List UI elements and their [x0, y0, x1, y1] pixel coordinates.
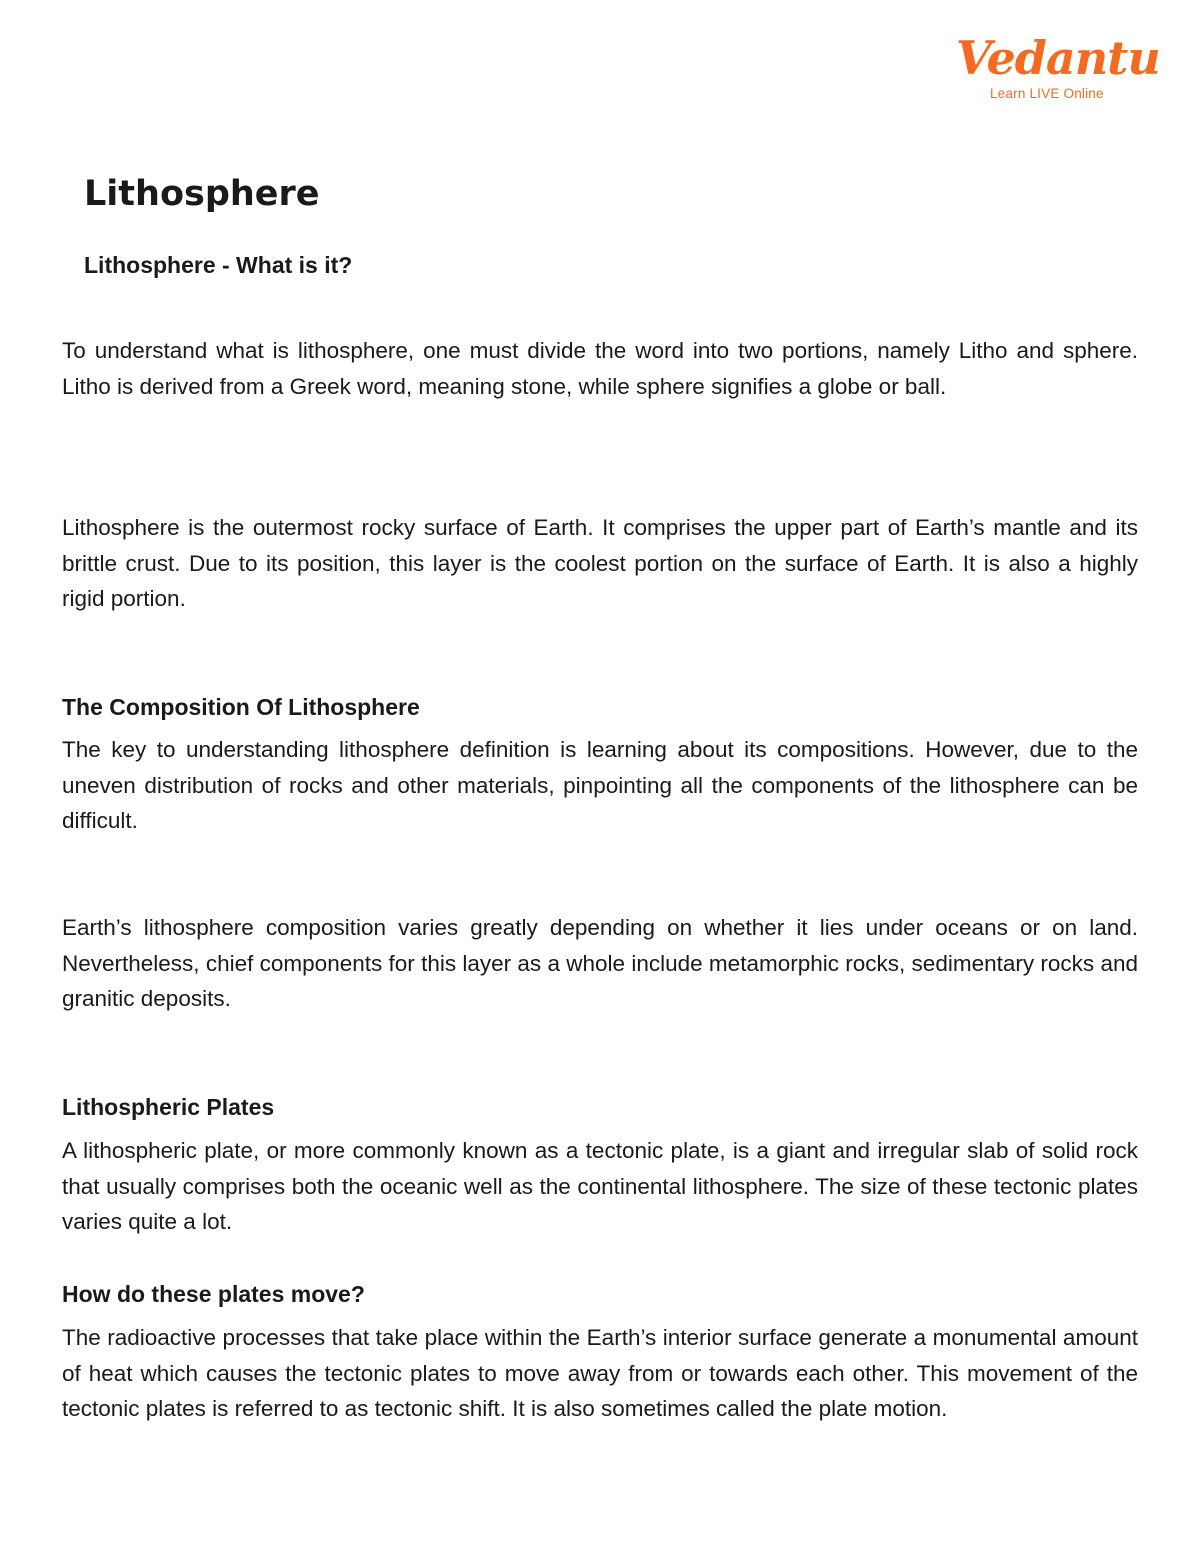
page-title: Lithosphere	[84, 174, 320, 214]
plate-movement-paragraph: The radioactive processes that take place within the Earth’s interior surface generate a monumental amount of heat which causes the tectonic plates to move away from or towards each other. This movement of the tectonic plates is referred to as tectonic shift. It is also sometimes called the plate motion.	[62, 1325, 1138, 1421]
logo-tagline: Learn LIVE Online	[990, 86, 1104, 101]
section-heading-plate-movement: How do these plates move?	[62, 1281, 365, 1307]
section-heading-plates: Lithospheric Plates	[62, 1094, 275, 1120]
composition-paragraph-2: Earth’s lithosphere composition varies greatly depending on whether it lies under oceans or on land. Nevertheless, chief components for this layer as a whole include metamorphic rocks, sedimentary rocks and granitic deposits.	[62, 915, 1138, 1011]
intro-paragraph-1: To understand what is lithosphere, one must divide the word into two portions, namely Litho and sphere. Litho is derived from a Greek word, meaning stone, while sphere signifies a globe or ball.	[62, 338, 1138, 399]
section-heading-composition: The Composition Of Lithosphere	[62, 694, 420, 720]
plates-paragraph: A lithospheric plate, or more commonly known as a tectonic plate, is a giant and irregular slab of solid rock that usually comprises both the oceanic well as the continental lithosphere. The size of these tectonic plates varies quite a lot.	[62, 1138, 1138, 1234]
composition-paragraph-1: The key to understanding lithosphere definition is learning about its compositions. However, due to the uneven distribution of rocks and other materials, pinpointing all the components of the lithosphere can be difficult.	[62, 737, 1138, 833]
vedantu-logo	[950, 30, 1160, 110]
logo-wordmark: Vedantu	[956, 31, 1160, 85]
page-subtitle: Lithosphere - What is it?	[84, 252, 353, 278]
intro-paragraph-2: Lithosphere is the outermost rocky surface of Earth. It comprises the upper part of Earth’s mantle and its brittle crust. Due to its position, this layer is the coolest portion on the surface of Earth. It is also a highly rigid portion.	[62, 515, 1138, 611]
